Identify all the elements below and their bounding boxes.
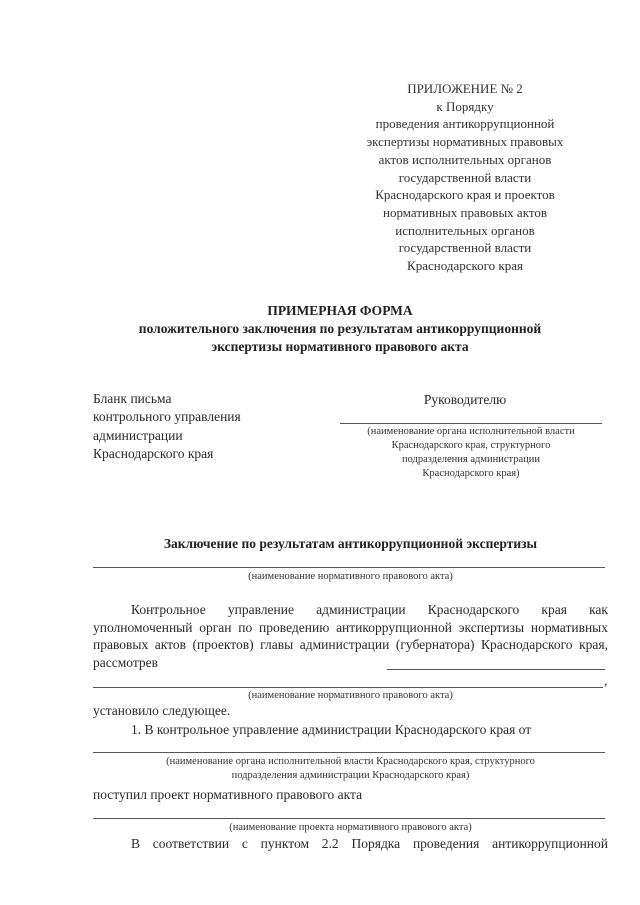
form-title-line2: положительного заключения по результатам антикоррупционной bbox=[138, 321, 542, 336]
addressee-hint-line: Краснодарского края) bbox=[422, 468, 520, 479]
draft-hint: (наименование проекта нормативного правового акта) bbox=[229, 822, 472, 833]
letterhead-line: Бланк письма bbox=[93, 391, 172, 406]
appendix-header bbox=[330, 80, 600, 275]
conclusion-title: Заключение по результатам антикоррупционной экспертизы bbox=[163, 536, 538, 551]
addressee-hint-line: Краснодарского края, структурного bbox=[391, 440, 551, 451]
act-name-hint: (наименование нормативного правового акта) bbox=[248, 571, 453, 582]
appendix-line: государственной власти bbox=[398, 240, 532, 256]
act-name-fill-line bbox=[93, 567, 605, 568]
org-fill-line bbox=[93, 752, 605, 753]
addressee-label: Руководителю bbox=[423, 392, 507, 407]
established-text: установило следующее. bbox=[93, 703, 231, 718]
form-title bbox=[80, 302, 600, 356]
conclusion-paragraph: Контрольное управление администрации Краснодарского края как уполномоченный орган по проведению антикоррупционной экспертизы нормативных правовых актов (проектов) главы администрации (губернатора) Краснодарского края, рассмотрев bbox=[93, 602, 608, 670]
last-line-text: В соответствии с пунктом 2.2 Порядка проведения антикоррупционной bbox=[131, 836, 608, 851]
appendix-line: государственной власти bbox=[398, 169, 532, 185]
appendix-line: актов исполнительных органов bbox=[378, 151, 552, 167]
appendix-line: нормативных правовых актов bbox=[382, 204, 547, 220]
appendix-line: проведения антикоррупционной bbox=[375, 116, 555, 132]
letterhead-line: контрольного управления bbox=[93, 409, 241, 425]
appendix-line: Краснодарского края bbox=[407, 258, 523, 274]
org-hint-line: (наименование органа исполнительной власти Краснодарского края, структурного bbox=[166, 756, 535, 767]
letterhead-line: администрации bbox=[93, 427, 183, 443]
appendix-line: к Порядку bbox=[436, 98, 494, 114]
appendix-title: ПРИЛОЖЕНИЕ № 2 bbox=[407, 81, 523, 96]
org-hint bbox=[93, 755, 608, 783]
form-title-line3: экспертизы нормативного правового акта bbox=[211, 339, 469, 354]
appendix-line: исполнительных органов bbox=[395, 222, 535, 238]
paragraph-tail-line bbox=[387, 669, 605, 670]
letterhead-line: Краснодарского края bbox=[93, 445, 214, 461]
addressee-hint bbox=[330, 425, 612, 481]
form-title-line1: ПРИМЕРНАЯ ФОРМА bbox=[267, 303, 413, 318]
addressee-hint-line: (наименование органа исполнительной власти bbox=[367, 426, 575, 437]
addressee-fill-line bbox=[340, 423, 602, 424]
addressee-hint-line: подразделения администрации bbox=[401, 454, 541, 465]
org-hint-line: подразделения администрации Краснодарского края) bbox=[231, 770, 470, 781]
appendix-line: Краснодарского края и проектов bbox=[375, 187, 555, 203]
letterhead bbox=[93, 390, 313, 463]
act-name-hint-2: (наименование нормативного правового акта) bbox=[248, 690, 453, 701]
draft-fill-line bbox=[93, 818, 605, 819]
comma: , bbox=[604, 673, 608, 688]
appendix-line: экспертизы нормативных правовых bbox=[366, 134, 564, 150]
item-1-text: 1. В контрольное управление администрации Краснодарского края от bbox=[131, 722, 532, 737]
received-text: поступил проект нормативного правового акта bbox=[93, 787, 363, 802]
act-name-fill-line-2 bbox=[93, 687, 603, 688]
